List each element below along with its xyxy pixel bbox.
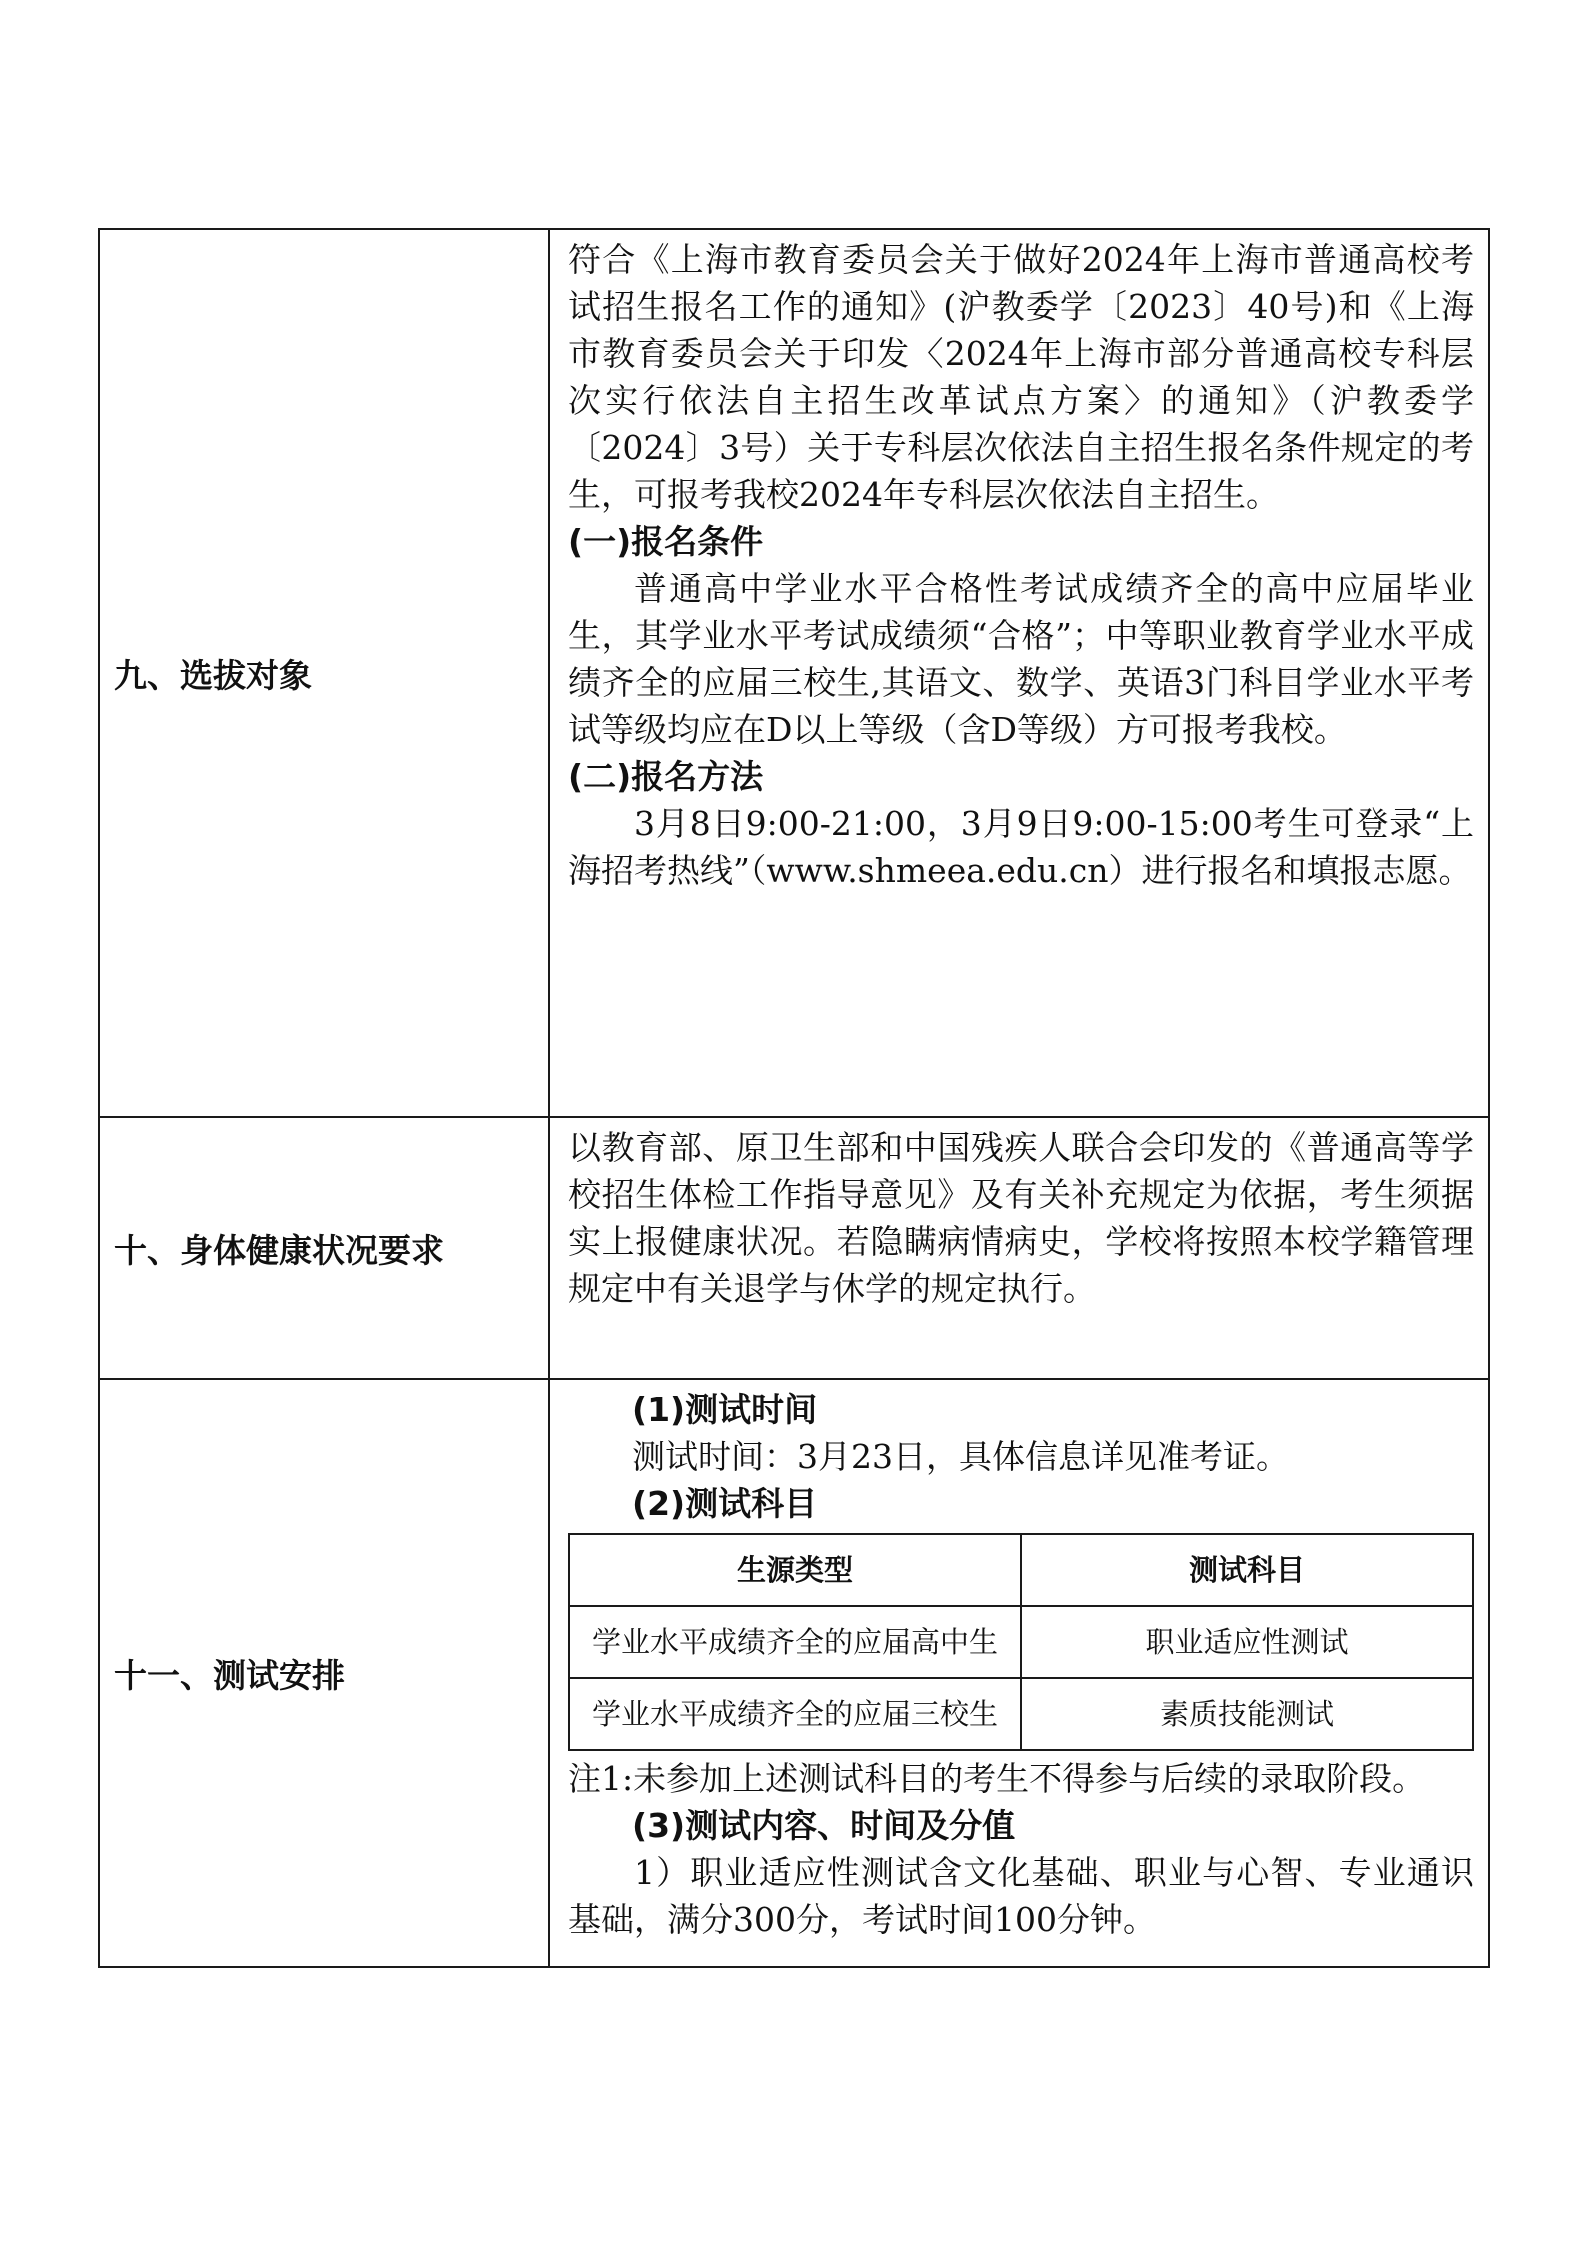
subheading-test-time: (1)测试时间 xyxy=(632,1390,818,1429)
test-subjects-table xyxy=(568,1533,1474,1751)
section-label: 九、选拔对象 xyxy=(99,229,549,1117)
header-cell-test-subject: 测试科目 xyxy=(1021,1534,1473,1606)
subheading-test-subjects: (2)测试科目 xyxy=(632,1484,818,1523)
section-content xyxy=(549,1379,1489,1967)
table-cell: 学业水平成绩齐全的应届三校生 xyxy=(569,1678,1021,1750)
test-time-text: 测试时间：3月23日，具体信息详见准考证。 xyxy=(632,1437,1289,1476)
subheading-test-content: (3)测试内容、时间及分值 xyxy=(632,1806,1016,1845)
test-content-text: 1）职业适应性测试含文化基础、职业与心智、专业通识基础，满分300分，考试时间100分钟。 xyxy=(568,1853,1474,1939)
health-requirements-text: 以教育部、原卫生部和中国残疾人联合会印发的《普通高等学校招生体检工作指导意见》及有关补充规定为依据，考生须据实上报健康状况。若隐瞒病情病史，学校将按照本校学籍管理规定中有关退学与休学的规定执行。 xyxy=(568,1128,1474,1308)
registration-method-text: 3月8日9:00-21:00，3月9日9:00-15:00考生可登录“上海招考热线”（www.shmeea.edu.cn）进行报名和填报志愿。 xyxy=(568,804,1474,890)
table-cell: 学业水平成绩齐全的应届高中生 xyxy=(569,1606,1021,1678)
section-row-test-arrangement xyxy=(99,1379,1489,1967)
section-label: 十、身体健康状况要求 xyxy=(99,1117,549,1379)
table-header-row xyxy=(569,1534,1473,1606)
table-row xyxy=(569,1678,1473,1750)
table-cell: 职业适应性测试 xyxy=(1021,1606,1473,1678)
subheading-registration-method: (二)报名方法 xyxy=(568,757,764,796)
header-cell-source-type: 生源类型 xyxy=(569,1534,1021,1606)
section-row-selection xyxy=(99,229,1489,1117)
section-content xyxy=(549,229,1489,1117)
table-cell: 素质技能测试 xyxy=(1021,1678,1473,1750)
section-content xyxy=(549,1117,1489,1379)
section-row-health xyxy=(99,1117,1489,1379)
section-label: 十一、测试安排 xyxy=(99,1379,549,1967)
note-text: 注1:未参加上述测试科目的考生不得参与后续的录取阶段。 xyxy=(568,1759,1426,1798)
registration-conditions-text: 普通高中学业水平合格性考试成绩齐全的高中应届毕业生，其学业水平考试成绩须“合格”；中等职业教育学业水平成绩齐全的应届三校生,其语文、数学、英语3门科目学业水平考试等级均应在D以上等级（含D等级）方可报考我校。 xyxy=(568,569,1474,749)
admission-table xyxy=(98,228,1490,1968)
intro-paragraph: 符合《上海市教育委员会关于做好2024年上海市普通高校考试招生报名工作的通知》(沪教委学〔2023〕40号)和《上海市教育委员会关于印发〈2024年上海市部分普通高校专科层次实行依法自主招生改革试点方案〉的通知》（沪教委学〔2024〕3号）关于专科层次依法自主招生报名条件规定的考生，可报考我校2024年专科层次依法自主招生。 xyxy=(568,240,1474,514)
subheading-registration-conditions: (一)报名条件 xyxy=(568,522,764,561)
table-row xyxy=(569,1606,1473,1678)
